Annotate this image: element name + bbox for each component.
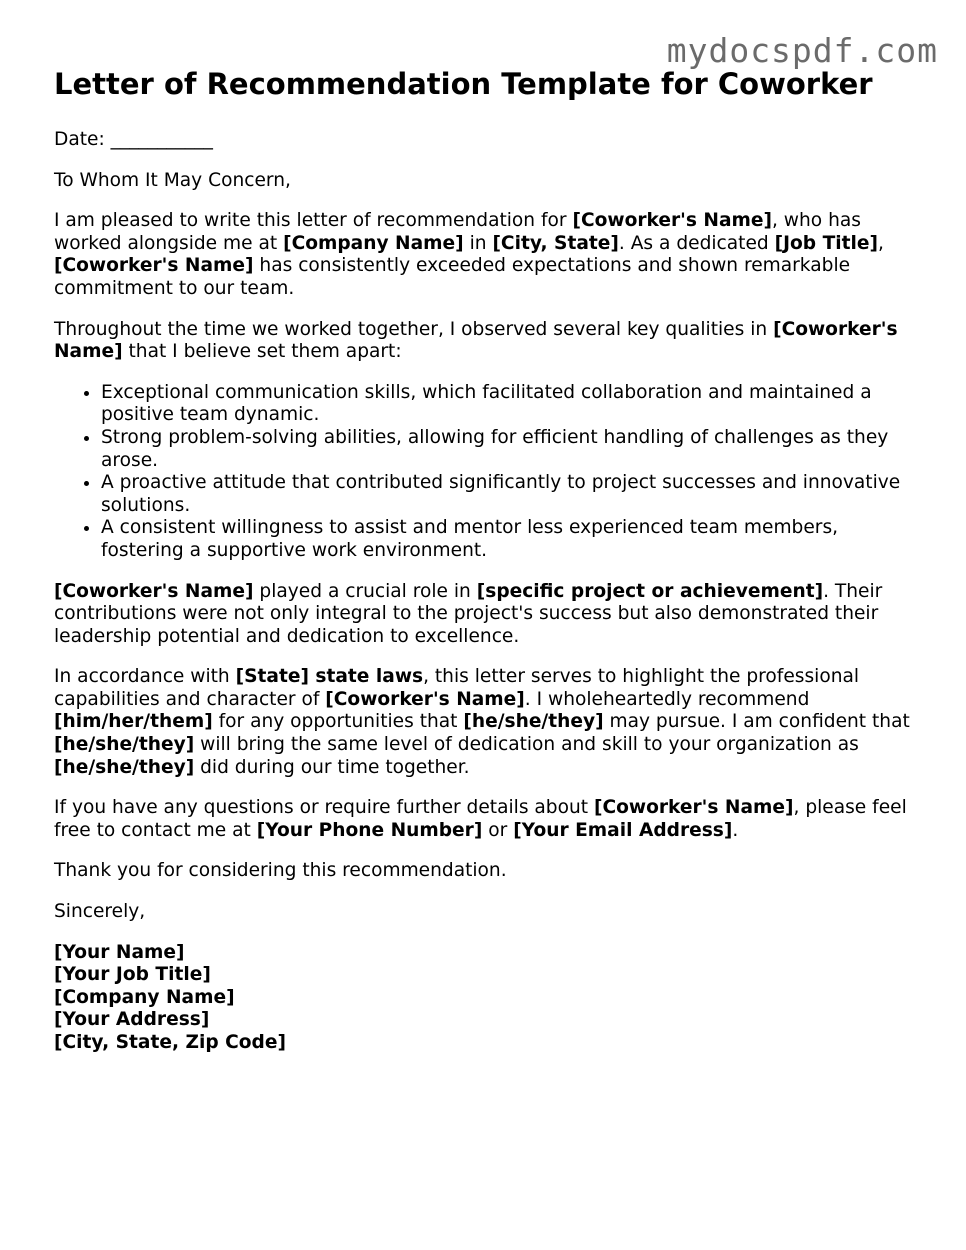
placeholder-city-state: [City, State] xyxy=(492,232,619,254)
placeholder-pronoun-subject: [he/she/they] xyxy=(54,756,195,778)
closing: Sincerely, xyxy=(54,901,146,923)
placeholder-project: [specific project or achievement] xyxy=(476,580,824,602)
list-item: • A consistent willingness to assist and mentor less experienced team members, fostering a supportive work environment. xyxy=(101,517,924,562)
placeholder-coworker-name: [Coworker's Name] xyxy=(54,318,898,363)
placeholder-email-address: [Your Email Address] xyxy=(513,819,733,841)
paragraph-recommendation: In accordance with [State] state laws, this letter serves to highlight the professional capabilities and character of [Coworker's Name]. I wholeheartedly recommend [him/her/them] for any opportunities that [he/she/they] may pursue. I am confident that [he/she/they] will bring the same level of dedication and skill to your organization as [he/she/they] did during our time together. xyxy=(54,666,910,778)
list-item: • A proactive attitude that contributed significantly to project successes and innovative solutions. xyxy=(101,472,924,517)
signature-company: [Company Name] xyxy=(54,986,235,1008)
date-label: Date: xyxy=(54,129,105,150)
qualities-list xyxy=(54,382,924,563)
salutation: To Whom It May Concern, xyxy=(54,169,291,191)
placeholder-coworker-name: [Coworker's Name] xyxy=(325,688,525,710)
placeholder-pronoun-object: [him/her/them] xyxy=(54,711,213,733)
date-blank: ___________ xyxy=(110,129,213,150)
placeholder-state-laws: [State] state laws xyxy=(235,666,424,688)
signature-address: [Your Address] xyxy=(54,1009,210,1031)
placeholder-job-title: [Job Title] xyxy=(774,232,879,254)
date-line xyxy=(54,129,924,152)
placeholder-coworker-name: [Coworker's Name] xyxy=(593,797,794,819)
list-item: • Strong problem-solving abilities, allowing for efficient handling of challenges as they arose. xyxy=(101,427,924,472)
list-item: • Exceptional communication skills, which facilitated collaboration and maintained a positive team dynamic. xyxy=(101,382,924,427)
placeholder-pronoun-subject: [he/she/they] xyxy=(463,711,604,733)
placeholder-coworker-name: [Coworker's Name] xyxy=(54,255,254,277)
page-title: Letter of Recommendation Template for Coworker xyxy=(54,67,873,101)
placeholder-coworker-name: [Coworker's Name] xyxy=(54,580,254,602)
paragraph-intro: I am pleased to write this letter of recommendation for [Coworker's Name], who has worked alongside me at [Company Name] in [City, State]. As a dedicated [Job Title], [Coworker's Name] has consistently exceeded expectations and shown remarkable commitment to our team. xyxy=(54,210,884,299)
letter-document xyxy=(54,66,924,1055)
paragraph-qualities: Throughout the time we worked together, I observed several key qualities in [Coworker's Name] that I believe set them apart: xyxy=(54,318,898,363)
paragraph-project: [Coworker's Name] played a crucial role in [specific project or achievement]. Their contributions were not only integral to the project's success but also demonstrated their leadership potential and dedication to excellence. xyxy=(54,580,883,647)
signature-city: [City, State, Zip Code] xyxy=(54,1032,286,1053)
signature-job-title: [Your Job Title] xyxy=(54,964,211,986)
signature-block xyxy=(54,942,924,1055)
paragraph-contact: If you have any questions or require further details about [Coworker's Name], please feel free to contact me at [Your Phone Number] or [Your Email Address]. xyxy=(54,797,907,841)
placeholder-coworker-name: [Coworker's Name] xyxy=(572,210,772,232)
paragraph-thanks: Thank you for considering this recommendation. xyxy=(54,860,507,882)
placeholder-company-name: [Company Name] xyxy=(283,232,464,254)
signature-name: [Your Name] xyxy=(54,941,185,963)
watermark: mydocspdf.com xyxy=(666,31,938,70)
placeholder-phone-number: [Your Phone Number] xyxy=(256,819,483,841)
placeholder-pronoun-subject: [he/she/they] xyxy=(54,734,195,756)
